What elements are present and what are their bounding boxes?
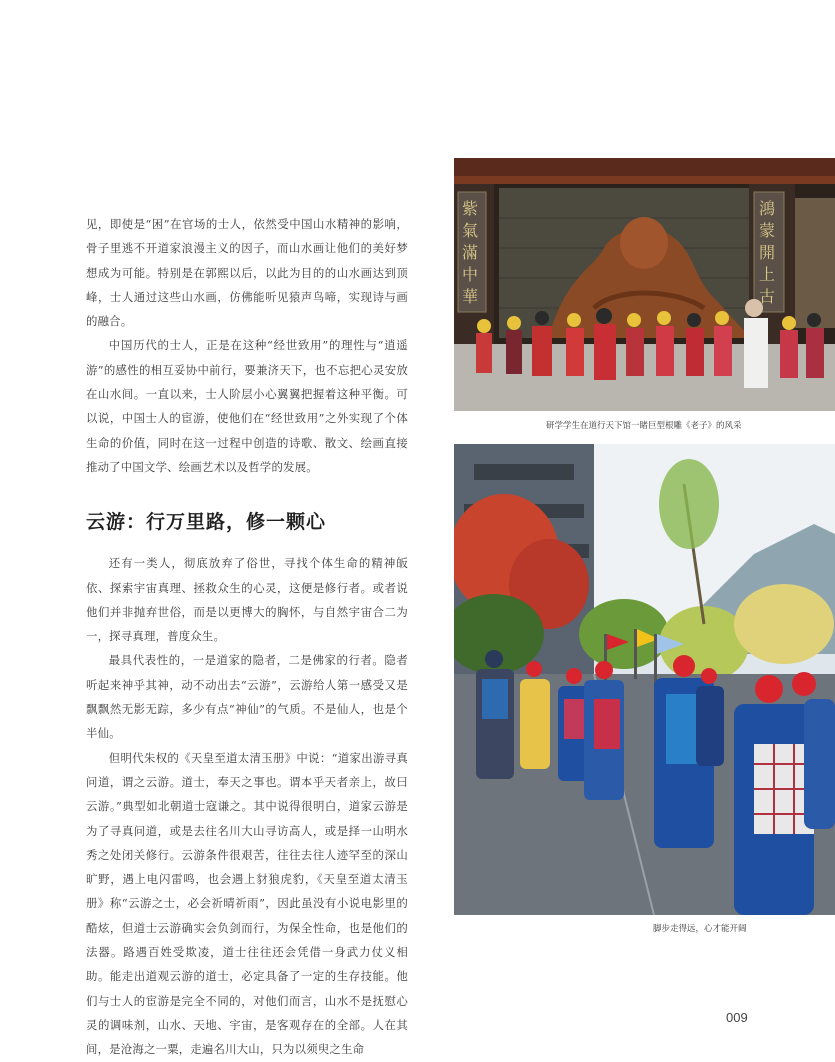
couplet-left: 紫氣滿中華 — [462, 199, 479, 306]
photo-laozi-carving — [454, 158, 835, 411]
text-column — [86, 212, 408, 1062]
paragraph: 见，即使是“困”在官场的士人，依然受中国山水精神的影响，骨子里逃不开道家浪漫主义的因子，而山水画让他们的美好梦想成为可能。特别是在郭熙以后，以此为目的的山水画达到顶峰，士人通过这些山水画，仿佛能听见猿声鸟啼，实现诗与画的融合。 — [86, 217, 408, 329]
photo-students-walking — [454, 444, 835, 915]
paragraph: 中国历代的士人，正是在这种“经世致用”的理性与“逍遥游”的感性的相互妥协中前行，要兼济天下，也不忘把心灵安放在山水间。一直以来，士人阶层小心翼翼把握着这种平衡。可以说，中国士人的宦游，使他们在“经世致用”之外实现了个体生命的价值，同时在这一过程中创造的诗歌、散文、绘画直接推动了中国文学、绘画艺术以及哲学的发展。 — [86, 338, 408, 474]
couplet-right: 鴻蒙開上古 — [759, 199, 776, 306]
page-number: 009 — [726, 1010, 748, 1025]
paragraph: 最具代表性的，一是道家的隐者，二是佛家的行者。隐者听起来神乎其神，动不动出去“云游”，云游给人第一感受又是飘飘然无影无踪，多少有点“神仙”的气质。不是仙人，也是个半仙。 — [86, 653, 408, 741]
photo-caption-bottom: 脚步走得远，心才能开阔 — [653, 924, 747, 934]
paragraph: 还有一类人，彻底放弃了俗世，寻找个体生命的精神皈依、探索宇宙真理、拯救众生的心灵，这便是修行者。或者说他们并非抛弃世俗，而是以更博大的胸怀，与自然宇宙合二为一，探寻真理，普度众生。 — [86, 556, 408, 644]
section-heading: 云游：行万里路，修一颗心 — [86, 511, 327, 534]
photo-caption-top: 研学学生在道行天下馆一睹巨型根雕《老子》的风采 — [546, 421, 742, 431]
paragraph: 但明代朱权的《天皇至道太清玉册》中说：“道家出游寻真问道，谓之云游。道士，奉天之事也。谓本乎天者亲上，故曰云游。”典型如北朝道士寇谦之。其中说得很明白，道家云游是为了寻真问道，或是去往名川大山寻访高人，或是择一山明水秀之处闭关修行。云游条件很艰苦，往往去往人迹罕至的深山旷野，遇上电闪雷鸣，也会遇上豺狼虎豹，《天皇至道太清玉册》称“云游之士，必会祈晴祈雨”，因此虽没有小说电影里的酷炫，但道士云游确实会负剑而行，为保全性命，也是他们的法器。路遇百姓受欺凌，道士往往还会凭借一身武力仗义相助。能走出道观云游的道士，必定具备了一定的生存技能。他们与士人的宦游是完全不同的，对他们而言，山水不是抚慰心灵的调味剂，山水、天地、宇宙，是客观存在的全部。人在其间，是沧海之一粟，走遍名川大山，只为以须臾之生命 — [86, 750, 408, 1057]
